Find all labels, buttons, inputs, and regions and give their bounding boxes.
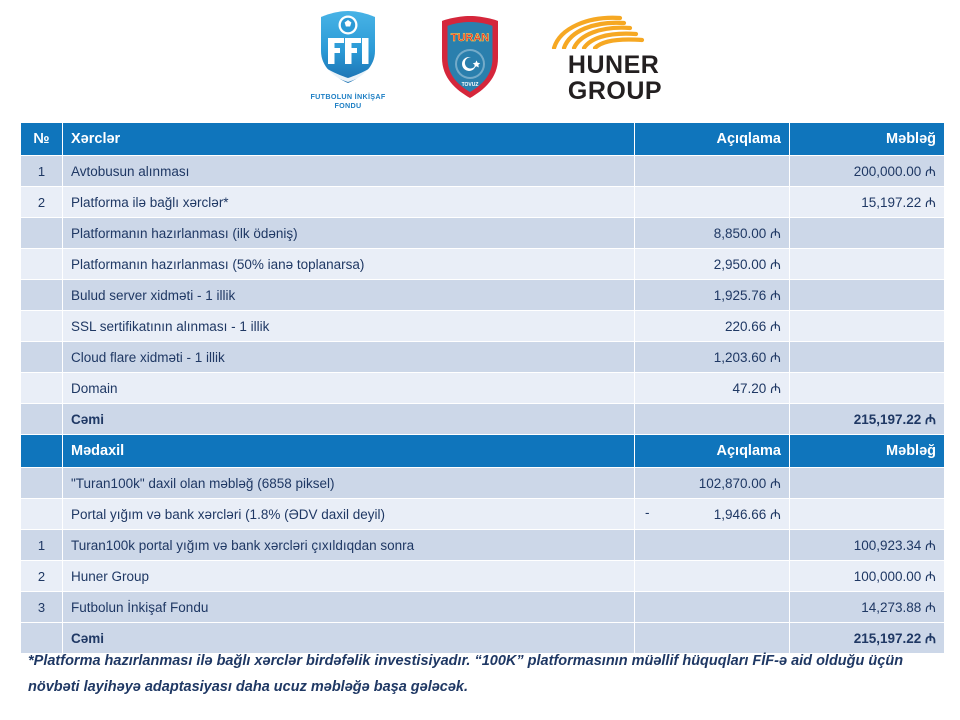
expense-row-amount — [790, 311, 945, 342]
income-row-description: Turan100k portal yığım və bank xərcləri çıxıldıqdan sonra — [63, 530, 635, 561]
budget-table — [20, 122, 945, 654]
income-row-description: Huner Group — [63, 561, 635, 592]
expense-row-description: Domain — [63, 373, 635, 404]
table-row — [21, 592, 945, 623]
table-row — [21, 280, 945, 311]
table-row — [21, 187, 945, 218]
expense-row-explanation: 2,950.00 ₼ — [635, 249, 790, 280]
expense-total-row-explanation — [635, 404, 790, 435]
table-row — [21, 311, 945, 342]
huner-wordmark-line2: GROUP — [567, 76, 663, 105]
expense-row-no — [21, 373, 63, 404]
expense-total-row-label: Cəmi — [63, 404, 635, 435]
expense-header-explanation: Açıqlama — [635, 123, 790, 156]
table-row — [21, 561, 945, 592]
expense-row-no — [21, 311, 63, 342]
budget-table-body — [21, 156, 945, 654]
expense-row-description: Platforma ilə bağlı xərclər* — [63, 187, 635, 218]
table-row — [21, 156, 945, 187]
income-row-amount — [790, 468, 945, 499]
income-row-explanation — [635, 530, 790, 561]
huner-wordmark-line1: HUNER — [567, 50, 660, 79]
expense-row-description: Platformanın hazırlanması (ilk ödəniş) — [63, 218, 635, 249]
budget-table-wrap — [20, 122, 944, 654]
expense-row-no — [21, 249, 63, 280]
expense-row-explanation — [635, 156, 790, 187]
income-row-no: 1 — [21, 530, 63, 561]
huner-logo-block — [546, 15, 678, 104]
fif-caption-line2: FONDU — [334, 100, 362, 110]
expense-row-amount — [790, 342, 945, 373]
income-row-explanation — [635, 592, 790, 623]
huner-group-wordmark — [562, 52, 662, 104]
expense-row-no — [21, 342, 63, 373]
table-row — [21, 468, 945, 499]
expense-row-no: 2 — [21, 187, 63, 218]
expense-total-row — [21, 404, 945, 435]
income-row-no — [21, 468, 63, 499]
expense-row-explanation: 220.66 ₼ — [635, 311, 790, 342]
expense-row-amount — [790, 373, 945, 404]
expense-row-description: Platformanın hazırlanması (50% ianə toplanarsa) — [63, 249, 635, 280]
fif-logo-block — [302, 9, 394, 110]
expense-row-amount — [790, 280, 945, 311]
expense-row-description: Bulud server xidməti - 1 illik — [63, 280, 635, 311]
expense-row-explanation: 47.20 ₼ — [635, 373, 790, 404]
footnote-text: *Platforma hazırlanması ilə bağlı xərclər birdəfəlik investisiyadır. “100K” platformasının müəllif hüquqları FİF-ə aid olduğu üçün növbəti layihəyə adaptasiyası daha ucuz məbləğə başa gələcək. — [28, 653, 904, 695]
table-row — [21, 499, 945, 530]
income-row-amount: 14,273.88 ₼ — [790, 592, 945, 623]
turan-fk-icon — [438, 14, 502, 105]
income-row-amount: 100,000.00 ₼ — [790, 561, 945, 592]
expense-row-amount — [790, 249, 945, 280]
income-row-no: 3 — [21, 592, 63, 623]
turan-logo-block — [438, 14, 502, 105]
income-row-amount: 100,923.34 ₼ — [790, 530, 945, 561]
expense-total-row-amount: 215,197.22 ₼ — [790, 404, 945, 435]
income-header-row-no — [21, 435, 63, 468]
expense-row-no — [21, 218, 63, 249]
income-row-description: Portal yığım və bank xərcləri (1.8% (ƏDV daxil deyil) — [63, 499, 635, 530]
income-header-row — [21, 435, 945, 468]
svg-text:TOVUZ: TOVUZ — [461, 81, 479, 88]
expense-row-description: SSL sertifikatının alınması - 1 illik — [63, 311, 635, 342]
income-header-row-amount: Məbləğ — [790, 435, 945, 468]
income-total-row-amount: 215,197.22 ₼ — [790, 623, 945, 654]
logo-strip — [0, 0, 960, 118]
income-row-description: Futbolun İnkişaf Fondu — [63, 592, 635, 623]
svg-text:TURAN: TURAN — [450, 31, 490, 44]
expense-total-row-no — [21, 404, 63, 435]
table-row — [21, 373, 945, 404]
expense-row-no: 1 — [21, 156, 63, 187]
expense-row-amount: 15,197.22 ₼ — [790, 187, 945, 218]
fif-logo-caption — [310, 92, 385, 110]
expense-header-amount: Məbləğ — [790, 123, 945, 156]
futbolun-inkisaf-fondu-icon — [302, 9, 394, 90]
expense-row-description: Cloud flare xidməti - 1 illik — [63, 342, 635, 373]
expense-row-explanation: 8,850.00 ₼ — [635, 218, 790, 249]
income-row-explanation — [635, 561, 790, 592]
expense-row-description: Avtobusun alınması — [63, 156, 635, 187]
expense-row-amount: 200,000.00 ₼ — [790, 156, 945, 187]
expense-header-description: Xərclər — [63, 123, 635, 156]
income-row-no — [21, 499, 63, 530]
table-row — [21, 530, 945, 561]
expense-row-explanation: 1,203.60 ₼ — [635, 342, 790, 373]
fif-caption-line1: FUTBOLUN İNKİŞAF — [310, 91, 386, 101]
expense-row-explanation — [635, 187, 790, 218]
table-row — [21, 218, 945, 249]
expense-row-amount — [790, 218, 945, 249]
expense-row-explanation: 1,925.76 ₼ — [635, 280, 790, 311]
income-row-explanation: - 1,946.66 ₼ — [635, 499, 790, 530]
huner-group-icon — [546, 15, 678, 54]
table-row — [21, 249, 945, 280]
income-total-row-label: Cəmi — [63, 623, 635, 654]
income-header-row-explanation: Açıqlama — [635, 435, 790, 468]
income-row-no: 2 — [21, 561, 63, 592]
table-row — [21, 342, 945, 373]
income-row-description: "Turan100k" daxil olan məbləğ (6858 piksel) — [63, 468, 635, 499]
income-row-amount — [790, 499, 945, 530]
income-row-explanation: 102,870.00 ₼ — [635, 468, 790, 499]
minus-sign: - — [645, 505, 650, 520]
expense-row-no — [21, 280, 63, 311]
expense-header-no: № — [21, 123, 63, 156]
income-header-row-description: Mədaxil — [63, 435, 635, 468]
expense-header-row — [21, 123, 945, 156]
